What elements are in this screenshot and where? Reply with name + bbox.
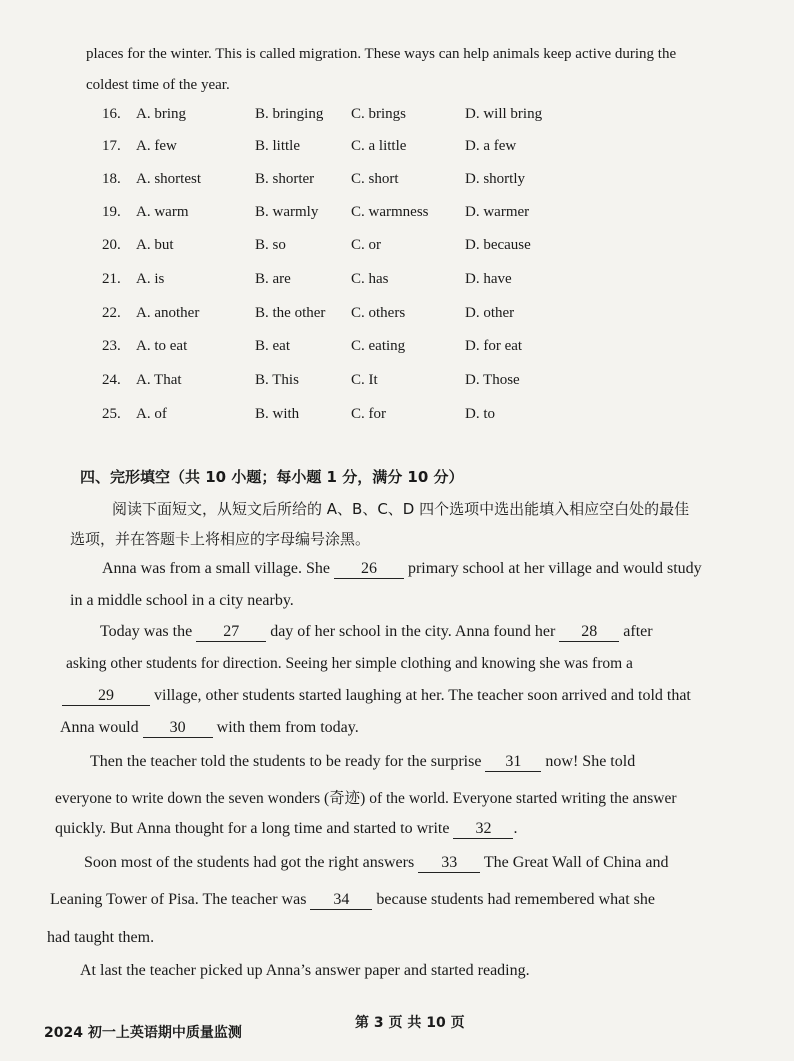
option-a: A. That	[136, 372, 182, 388]
passage-line: had taught them.	[47, 929, 155, 946]
option-d: D. Those	[465, 372, 520, 388]
option-a: A. is	[136, 271, 165, 287]
question-number: 16.	[102, 106, 121, 122]
blank-29: 29	[62, 687, 150, 706]
option-a: A. shortest	[136, 171, 201, 187]
option-row	[0, 372, 794, 394]
option-b: B. are	[255, 271, 291, 287]
passage-line: Today was the 27 day of her school in the city. Anna found her 28 after	[100, 623, 653, 640]
option-row	[0, 106, 794, 128]
question-number: 24.	[102, 372, 121, 388]
option-row	[0, 271, 794, 293]
option-row	[0, 138, 794, 160]
passage-line: Leaning Tower of Pisa. The teacher was 34 because students had remembered what she	[50, 891, 655, 908]
blank-27: 27	[196, 623, 266, 642]
blank-32: 32	[453, 820, 513, 839]
passage-line: Soon most of the students had got the right answers 33 The Great Wall of China and	[84, 854, 669, 871]
passage-line: Then the teacher told the students to be ready for the surprise 31 now! She told	[90, 753, 636, 770]
question-number: 25.	[102, 406, 121, 422]
option-row	[0, 305, 794, 327]
question-number: 18.	[102, 171, 121, 187]
question-number: 17.	[102, 138, 121, 154]
question-number: 22.	[102, 305, 121, 321]
passage-line: Anna was from a small village. She 26 primary school at her village and would study	[102, 560, 702, 577]
option-c: C. a little	[351, 138, 407, 154]
option-d: D. to	[465, 406, 495, 422]
page-number: 第 3 页 共 10 页	[355, 1015, 465, 1031]
option-a: A. to eat	[136, 338, 188, 354]
question-number: 21.	[102, 271, 121, 287]
option-d: D. other	[465, 305, 515, 321]
passage-line: in a middle school in a city nearby.	[70, 592, 294, 609]
option-b: B. bringing	[255, 106, 324, 122]
option-b: B. little	[255, 138, 300, 154]
option-a: A. warm	[136, 204, 189, 220]
option-d: D. shortly	[465, 171, 525, 187]
blank-34: 34	[310, 891, 372, 910]
option-c: C. warmness	[351, 204, 429, 220]
option-d: D. for eat	[465, 338, 523, 354]
option-a: A. another	[136, 305, 200, 321]
option-d: D. warmer	[465, 204, 530, 220]
question-number: 19.	[102, 204, 121, 220]
option-a: A. few	[136, 138, 177, 154]
option-c: C. others	[351, 305, 406, 321]
option-row	[0, 171, 794, 193]
instruction-line-1: 阅读下面短文，从短文后所给的 A、B、C、D 四个选项中选出能填入相应空白处的最佳	[112, 500, 690, 518]
option-d: D. will bring	[465, 106, 543, 122]
option-b: B. shorter	[255, 171, 315, 187]
option-b: B. This	[255, 372, 299, 388]
blank-30: 30	[143, 719, 213, 738]
exam-title-footer: 2024 初一上英语期中质量监测	[44, 1025, 242, 1041]
option-c: C. for	[351, 406, 386, 422]
option-b: B. with	[255, 406, 300, 422]
option-b: B. eat	[255, 338, 290, 354]
option-b: B. so	[255, 237, 286, 253]
option-a: A. but	[136, 237, 174, 253]
passage-line: At last the teacher picked up Anna’s answer paper and started reading.	[80, 962, 530, 979]
passage-line: 29 village, other students started laughing at her. The teacher soon arrived and told that	[62, 687, 691, 706]
option-c: C. short	[351, 171, 399, 187]
option-d: D. have	[465, 271, 512, 287]
instruction-line-2: 选项，并在答题卡上将相应的字母编号涂黑。	[70, 530, 371, 548]
option-b: B. the other	[255, 305, 326, 321]
option-row	[0, 406, 794, 428]
option-c: C. It	[351, 372, 378, 388]
option-b: B. warmly	[255, 204, 319, 220]
option-d: D. because	[465, 237, 531, 253]
blank-28: 28	[559, 623, 619, 642]
passage-line: Anna would 30 with them from today.	[60, 719, 359, 736]
option-d: D. a few	[465, 138, 517, 154]
passage-line: quickly. But Anna thought for a long time and started to write 32 .	[55, 820, 518, 837]
question-number: 23.	[102, 338, 121, 354]
passage-line: asking other students for direction. Seeing her simple clothing and knowing she was from a	[66, 655, 633, 672]
intro-line-2: coldest time of the year.	[86, 77, 230, 93]
blank-31: 31	[485, 753, 541, 772]
question-number: 20.	[102, 237, 121, 253]
option-c: C. eating	[351, 338, 406, 354]
option-c: C. brings	[351, 106, 407, 122]
option-row	[0, 237, 794, 259]
intro-line-1: places for the winter. This is called migration. These ways can help animals keep active during the	[86, 46, 677, 62]
passage-line: everyone to write down the seven wonders (奇迹) of the world. Everyone started writing the answer	[55, 790, 677, 807]
section-title: 四、完形填空（共 10 小题；每小题 1 分，满分 10 分）	[80, 468, 464, 486]
option-c: C. has	[351, 271, 389, 287]
option-row	[0, 338, 794, 360]
option-row	[0, 204, 794, 226]
blank-26: 26	[334, 560, 404, 579]
option-a: A. bring	[136, 106, 186, 122]
option-c: C. or	[351, 237, 381, 253]
option-a: A. of	[136, 406, 167, 422]
blank-33: 33	[418, 854, 480, 873]
